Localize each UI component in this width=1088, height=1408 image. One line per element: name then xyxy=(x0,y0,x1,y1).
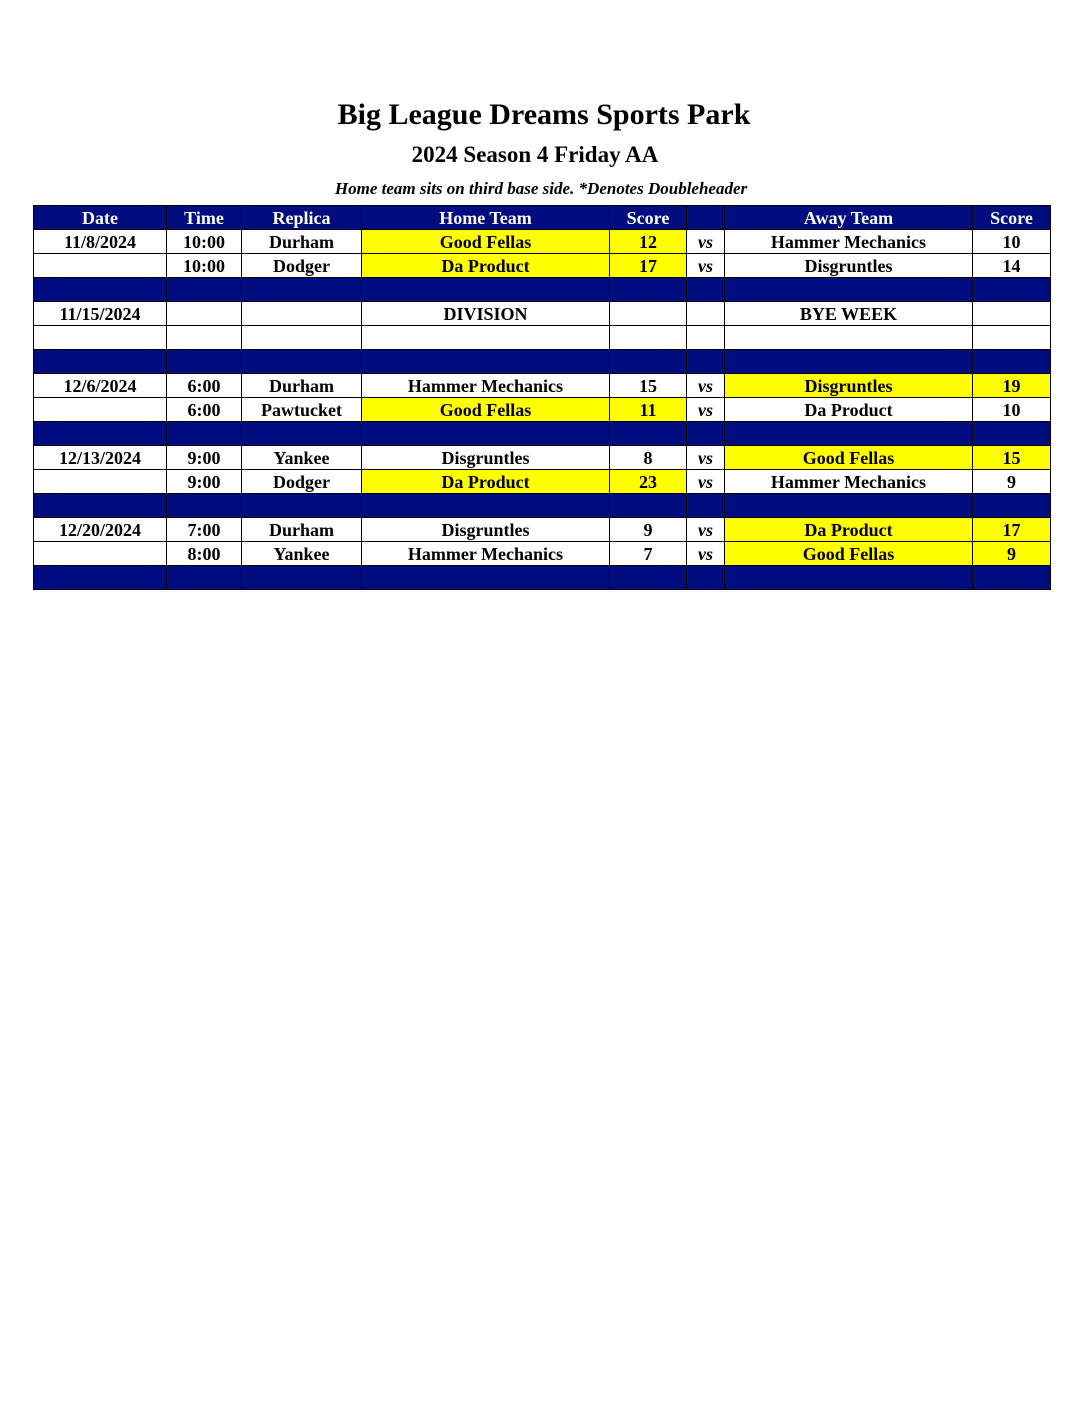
column-header-time: Time xyxy=(167,206,242,230)
table-row xyxy=(34,446,1051,470)
separator-cell xyxy=(242,350,362,374)
separator-cell xyxy=(687,278,725,302)
separator-cell xyxy=(34,350,167,374)
column-header-home-score: Score xyxy=(610,206,687,230)
separator-cell xyxy=(167,350,242,374)
table-row xyxy=(34,398,1051,422)
away-team-cell: Da Product xyxy=(725,398,973,422)
away-score-cell: 9 xyxy=(973,542,1051,566)
time-cell xyxy=(167,326,242,350)
separator-cell xyxy=(34,422,167,446)
time-cell: 9:00 xyxy=(167,470,242,494)
schedule-note: Home team sits on third base side. *Denotes Doubleheader xyxy=(334,179,748,198)
separator-cell xyxy=(362,566,610,590)
vs-cell: vs xyxy=(687,398,725,422)
separator-row xyxy=(34,278,1051,302)
separator-row xyxy=(34,566,1051,590)
away-team-cell: BYE WEEK xyxy=(725,302,973,326)
date-cell: 12/6/2024 xyxy=(34,374,167,398)
home-team-cell: Hammer Mechanics xyxy=(362,542,610,566)
table-row xyxy=(34,326,1051,350)
separator-cell xyxy=(725,566,973,590)
table-row xyxy=(34,542,1051,566)
away-score-cell xyxy=(973,302,1051,326)
column-header-date: Date xyxy=(34,206,167,230)
separator-cell xyxy=(242,422,362,446)
separator-cell xyxy=(362,278,610,302)
date-cell: 11/8/2024 xyxy=(34,230,167,254)
away-score-cell: 17 xyxy=(973,518,1051,542)
separator-cell xyxy=(610,278,687,302)
schedule-table xyxy=(33,205,1051,590)
date-cell xyxy=(34,398,167,422)
vs-cell: vs xyxy=(687,230,725,254)
away-team-cell: Good Fellas xyxy=(725,542,973,566)
separator-cell xyxy=(362,350,610,374)
replica-cell: Durham xyxy=(242,518,362,542)
time-cell: 8:00 xyxy=(167,542,242,566)
home-team-cell xyxy=(362,326,610,350)
home-score-cell: 11 xyxy=(610,398,687,422)
replica-cell: Dodger xyxy=(242,470,362,494)
separator-cell xyxy=(973,494,1051,518)
separator-cell xyxy=(242,566,362,590)
separator-row xyxy=(34,350,1051,374)
table-row xyxy=(34,254,1051,278)
away-team-cell: Good Fellas xyxy=(725,446,973,470)
column-header-home-team: Home Team xyxy=(362,206,610,230)
vs-cell: vs xyxy=(687,254,725,278)
vs-cell: vs xyxy=(687,470,725,494)
away-score-cell: 15 xyxy=(973,446,1051,470)
separator-cell xyxy=(725,494,973,518)
home-score-cell: 7 xyxy=(610,542,687,566)
date-cell: 12/13/2024 xyxy=(34,446,167,470)
vs-cell xyxy=(687,326,725,350)
separator-cell xyxy=(687,566,725,590)
header-row xyxy=(34,206,1051,230)
separator-cell xyxy=(242,278,362,302)
separator-cell xyxy=(610,350,687,374)
home-team-cell: Good Fellas xyxy=(362,230,610,254)
separator-cell xyxy=(973,278,1051,302)
column-header-away-team: Away Team xyxy=(725,206,973,230)
away-team-cell: Hammer Mechanics xyxy=(725,470,973,494)
away-score-cell: 19 xyxy=(973,374,1051,398)
date-cell: 11/15/2024 xyxy=(34,302,167,326)
home-team-cell: Disgruntles xyxy=(362,446,610,470)
away-team-cell xyxy=(725,326,973,350)
replica-cell: Durham xyxy=(242,374,362,398)
vs-cell xyxy=(687,302,725,326)
time-cell: 7:00 xyxy=(167,518,242,542)
separator-cell xyxy=(610,494,687,518)
home-score-cell: 17 xyxy=(610,254,687,278)
home-team-cell: Da Product xyxy=(362,470,610,494)
away-score-cell: 14 xyxy=(973,254,1051,278)
time-cell: 10:00 xyxy=(167,254,242,278)
separator-cell xyxy=(34,494,167,518)
away-score-cell: 10 xyxy=(973,230,1051,254)
date-cell xyxy=(34,542,167,566)
vs-cell: vs xyxy=(687,446,725,470)
home-score-cell: 15 xyxy=(610,374,687,398)
replica-cell xyxy=(242,326,362,350)
home-score-cell: 12 xyxy=(610,230,687,254)
separator-cell xyxy=(34,278,167,302)
separator-cell xyxy=(687,350,725,374)
replica-cell: Dodger xyxy=(242,254,362,278)
replica-cell: Pawtucket xyxy=(242,398,362,422)
date-cell xyxy=(34,470,167,494)
schedule-body xyxy=(34,230,1051,590)
separator-cell xyxy=(687,494,725,518)
separator-cell xyxy=(167,566,242,590)
separator-cell xyxy=(167,494,242,518)
separator-cell xyxy=(973,566,1051,590)
separator-cell xyxy=(362,494,610,518)
separator-cell xyxy=(973,350,1051,374)
away-score-cell: 10 xyxy=(973,398,1051,422)
time-cell: 6:00 xyxy=(167,374,242,398)
time-cell: 10:00 xyxy=(167,230,242,254)
away-team-cell: Disgruntles xyxy=(725,374,973,398)
separator-cell xyxy=(725,422,973,446)
page-subtitle: 2024 Season 4 Friday AA xyxy=(411,142,659,167)
away-score-cell xyxy=(973,326,1051,350)
time-cell xyxy=(167,302,242,326)
home-team-cell: Good Fellas xyxy=(362,398,610,422)
date-cell: 12/20/2024 xyxy=(34,518,167,542)
home-score-cell xyxy=(610,326,687,350)
column-header-vs xyxy=(687,206,725,230)
separator-row xyxy=(34,422,1051,446)
replica-cell xyxy=(242,302,362,326)
home-team-cell: Hammer Mechanics xyxy=(362,374,610,398)
page-title: Big League Dreams Sports Park xyxy=(337,98,751,131)
table-row xyxy=(34,302,1051,326)
column-header-away-score: Score xyxy=(973,206,1051,230)
home-team-cell: Disgruntles xyxy=(362,518,610,542)
away-team-cell: Disgruntles xyxy=(725,254,973,278)
replica-cell: Yankee xyxy=(242,446,362,470)
vs-cell: vs xyxy=(687,542,725,566)
vs-cell: vs xyxy=(687,518,725,542)
table-row xyxy=(34,230,1051,254)
replica-cell: Yankee xyxy=(242,542,362,566)
separator-cell xyxy=(167,422,242,446)
home-team-cell: DIVISION xyxy=(362,302,610,326)
separator-cell xyxy=(687,422,725,446)
separator-cell xyxy=(725,350,973,374)
home-score-cell: 9 xyxy=(610,518,687,542)
separator-cell xyxy=(242,494,362,518)
table-row xyxy=(34,470,1051,494)
separator-cell xyxy=(362,422,610,446)
separator-cell xyxy=(610,566,687,590)
home-score-cell xyxy=(610,302,687,326)
table-row xyxy=(34,374,1051,398)
date-cell xyxy=(34,254,167,278)
separator-cell xyxy=(610,422,687,446)
home-team-cell: Da Product xyxy=(362,254,610,278)
time-cell: 9:00 xyxy=(167,446,242,470)
away-team-cell: Da Product xyxy=(725,518,973,542)
table-row xyxy=(34,518,1051,542)
separator-cell xyxy=(725,278,973,302)
separator-row xyxy=(34,494,1051,518)
vs-cell: vs xyxy=(687,374,725,398)
separator-cell xyxy=(167,278,242,302)
column-header-replica: Replica xyxy=(242,206,362,230)
away-score-cell: 9 xyxy=(973,470,1051,494)
separator-cell xyxy=(973,422,1051,446)
away-team-cell: Hammer Mechanics xyxy=(725,230,973,254)
home-score-cell: 23 xyxy=(610,470,687,494)
home-score-cell: 8 xyxy=(610,446,687,470)
date-cell xyxy=(34,326,167,350)
replica-cell: Durham xyxy=(242,230,362,254)
time-cell: 6:00 xyxy=(167,398,242,422)
separator-cell xyxy=(34,566,167,590)
